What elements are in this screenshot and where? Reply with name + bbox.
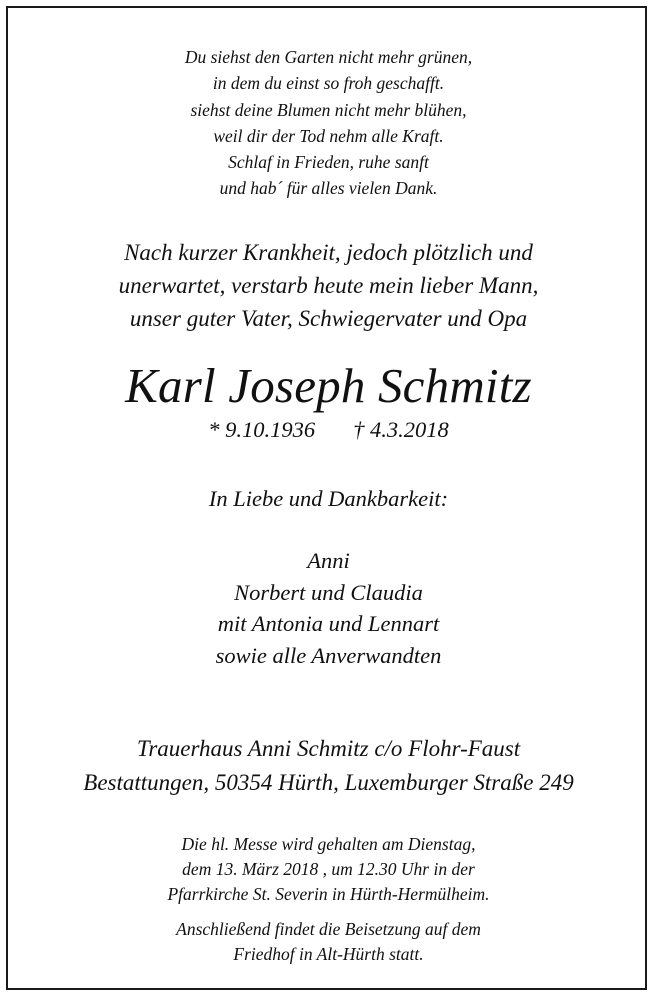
mourner-line: mit Antonia und Lennart [217, 611, 440, 636]
poem-line: weil dir der Tod nehm alle Kraft. [213, 125, 444, 146]
announcement-line: Nach kurzer Krankheit, jedoch plötzlich und [124, 240, 533, 265]
burial-line: Anschließend findet die Beisetzung auf dem [176, 919, 481, 939]
announcement-line: unser guter Vater, Schwiegervater und Opa [129, 306, 528, 331]
death-date: † 4.3.2018 [353, 417, 449, 442]
announcement-line: unerwartet, verstarb heute mein lieber Mann, [118, 273, 539, 298]
mourner-line: Norbert und Claudia [234, 579, 423, 605]
thanks-heading: In Liebe und Dankbarkeit: [208, 486, 449, 511]
poem-line: und hab´ für alles vielen Dank. [219, 178, 438, 199]
mass-line: dem 13. März 2018 , um 12.30 Uhr in der [182, 859, 475, 879]
deceased-name: Karl Joseph Schmitz [125, 358, 532, 413]
announcement-text [0, 236, 657, 335]
poem-line: Du siehst den Garten nicht mehr grünen, [184, 47, 473, 67]
burial-details [0, 917, 657, 967]
burial-line: Friedhof in Alt-Hürth statt. [233, 944, 424, 964]
poem-line: siehst deine Blumen nicht mehr blühen, [190, 99, 467, 120]
mass-line: Die hl. Messe wird gehalten am Dienstag, [181, 834, 476, 854]
life-dates [0, 415, 657, 445]
mass-details [0, 832, 657, 907]
mourner-line: Anni [307, 548, 350, 573]
mourner-line: sowie alle Anverwandten [215, 642, 442, 668]
address-line: Trauerhaus Anni Schmitz c/o Flohr-Faust [136, 736, 521, 761]
mourners-list [0, 545, 657, 671]
mass-line: Pfarrkirche St. Severin in Hürth-Hermülheim. [167, 884, 490, 904]
birth-date: * 9.10.1936 [208, 417, 316, 442]
address-line: Bestattungen, 50354 Hürth, Luxemburger Straße 249 [83, 770, 574, 795]
memorial-poem [0, 44, 657, 202]
poem-line: Schlaf in Frieden, ruhe sanft [228, 152, 429, 173]
poem-line: in dem du einst so froh geschafft. [212, 73, 445, 94]
mourning-house-address [0, 732, 657, 800]
